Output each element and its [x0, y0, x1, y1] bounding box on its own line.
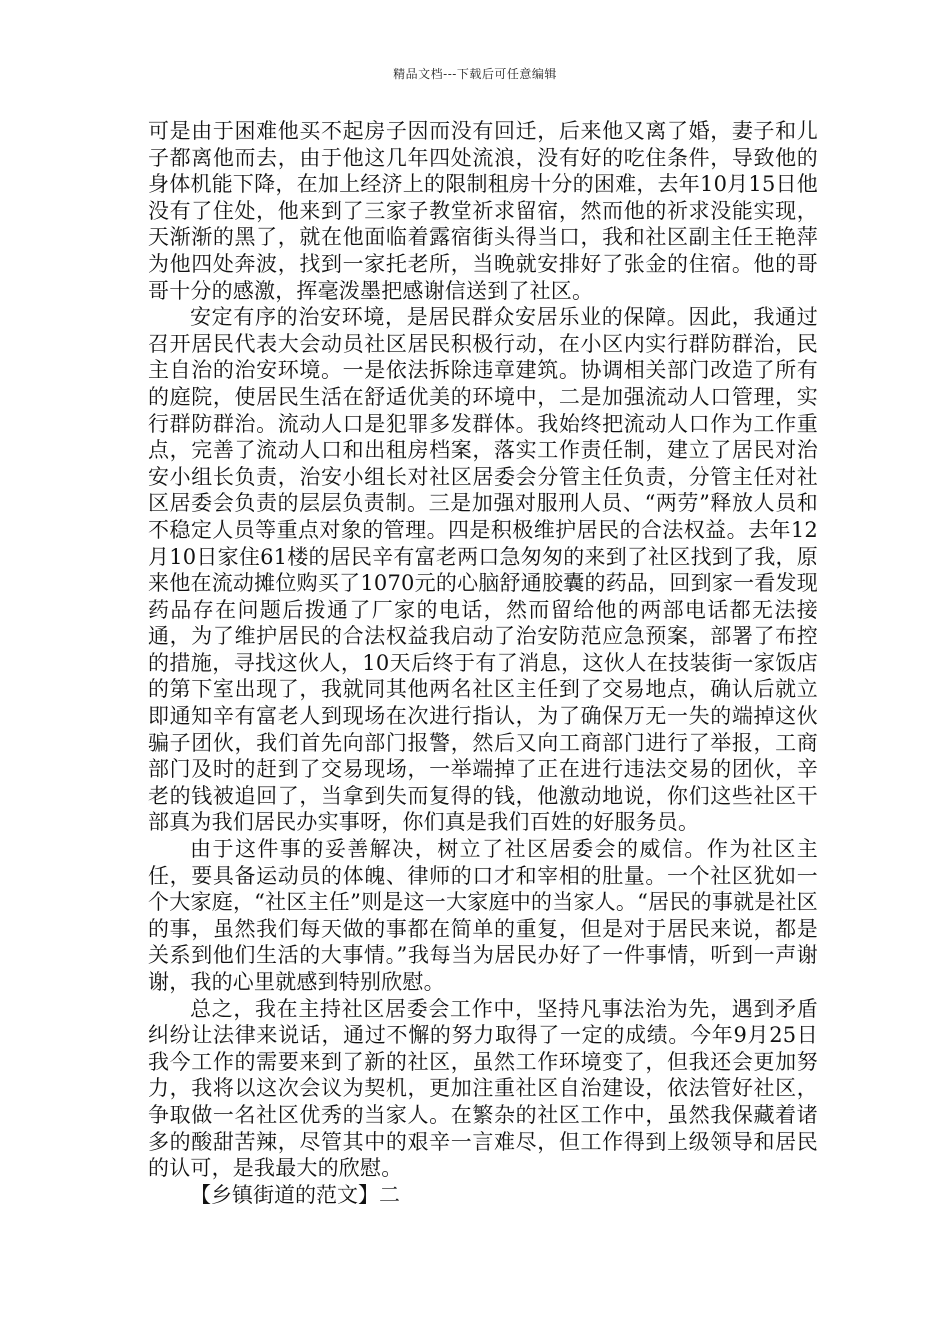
- paragraph-3: 由于这件事的妥善解决，树立了社区居委会的威信。作为社区主任，要具备运动员的体魄、律师的口才和宰相的肚量。一个社区犹如一个大家庭，“社区主任”则是这一大家庭中的当家人。“居民的事就是社区的事，虽然我们每天做的事都在简单的重复，但是对于居民来说，都是关系到他们生活的大事情。”我每当为居民办好了一件事情，听到一声谢谢，我的心里就感到特别欣慰。: [148, 837, 818, 994]
- paragraph-1: 可是由于困难他买不起房子因而没有回迁，后来他又离了婚，妻子和儿子都离他而去，由于他这几年四处流浪，没有好的吃住条件，导致他的身体机能下降，在加上经济上的限制租房十分的困难，去年10月15日他没有了住处，他来到了三家子教堂祈求留宿，然而他的祈求没能实现，天渐渐的黑了，就在他面临着露宿街头得当口，我和社区副主任王艳萍为他四处奔波，找到一家托老所，当晚就安排好了张金的住宿。他的哥哥十分的感激，挥毫泼墨把感谢信送到了社区。: [148, 119, 818, 303]
- page-header: 精品文档---下载后可任意编辑: [393, 67, 557, 81]
- paragraph-2: 安定有序的治安环境，是居民群众安居乐业的保障。因此，我通过召开居民代表大会动员社区居民积极行动，在小区内实行群防群治，民主自治的治安环境。一是依法拆除违章建筑。协调相关部门改造了所有的庭院，使居民生活在舒适优美的环境中，二是加强流动人口管理，实行群防群治。流动人口是犯罪多发群体。我始终把流动人口作为工作重点，完善了流动人口和出租房档案，落实工作责任制，建立了居民对治安小组长负责，治安小组长对社区居委会分管主任负责，分管主任对社区居委会负责的层层负责制。三是加强对服刑人员、“两劳”释放人员和不稳定人员等重点对象的管理。四是积极维护居民的合法权益。去年12月10日家住61楼的居民辛有富老两口急匆匆的来到了社区找到了我，原来他在流动摊位购买了1070元的心脑舒通胶囊的药品，回到家一看发现药品存在问题后拨通了厂家的电话，然而留给他的两部电话都无法接通，为了维护居民的合法权益我启动了治安防范应急预案，部署了布控的措施，寻找这伙人，10天后终于有了消息，这伙人在技装街一家饭店的第下室出现了，我就同其他两名社区主任到了交易地点，确认后就立即通知辛有富老人到现场在次进行指认，为了确保万无一失的端掉这伙骗子团伙，我们首先向部门报警，然后又向工商部门进行了举报，工商部门及时的赶到了交易现场，一举端掉了正在进行违法交易的团伙，辛老的钱被追回了，当拿到失而复得的钱，他激动地说，你们这些社区干部真为我们居民办实事呀，你们真是我们百姓的好服务员。: [148, 305, 818, 835]
- paragraph-4: 总之，我在主持社区居委会工作中，坚持凡事法治为先，遇到矛盾纠纷让法律来说话，通过不懈的努力取得了一定的成绩。今年9月25日我今工作的需要来到了新的社区，虽然工作环境变了，但我还会更加努力，我将以这次会议为契机，更加注重社区自治建设，依法管好社区，争取做一名社区优秀的当家人。在繁杂的社区工作中，虽然我保藏着诸多的酸甜苦辣，尽管其中的艰辛一言难尽，但工作得到上级领导和居民的认可，是我最大的欣慰。: [148, 996, 818, 1181]
- document-body: [148, 118, 818, 1208]
- section-heading: 【乡镇街道的范文】二: [190, 1182, 400, 1207]
